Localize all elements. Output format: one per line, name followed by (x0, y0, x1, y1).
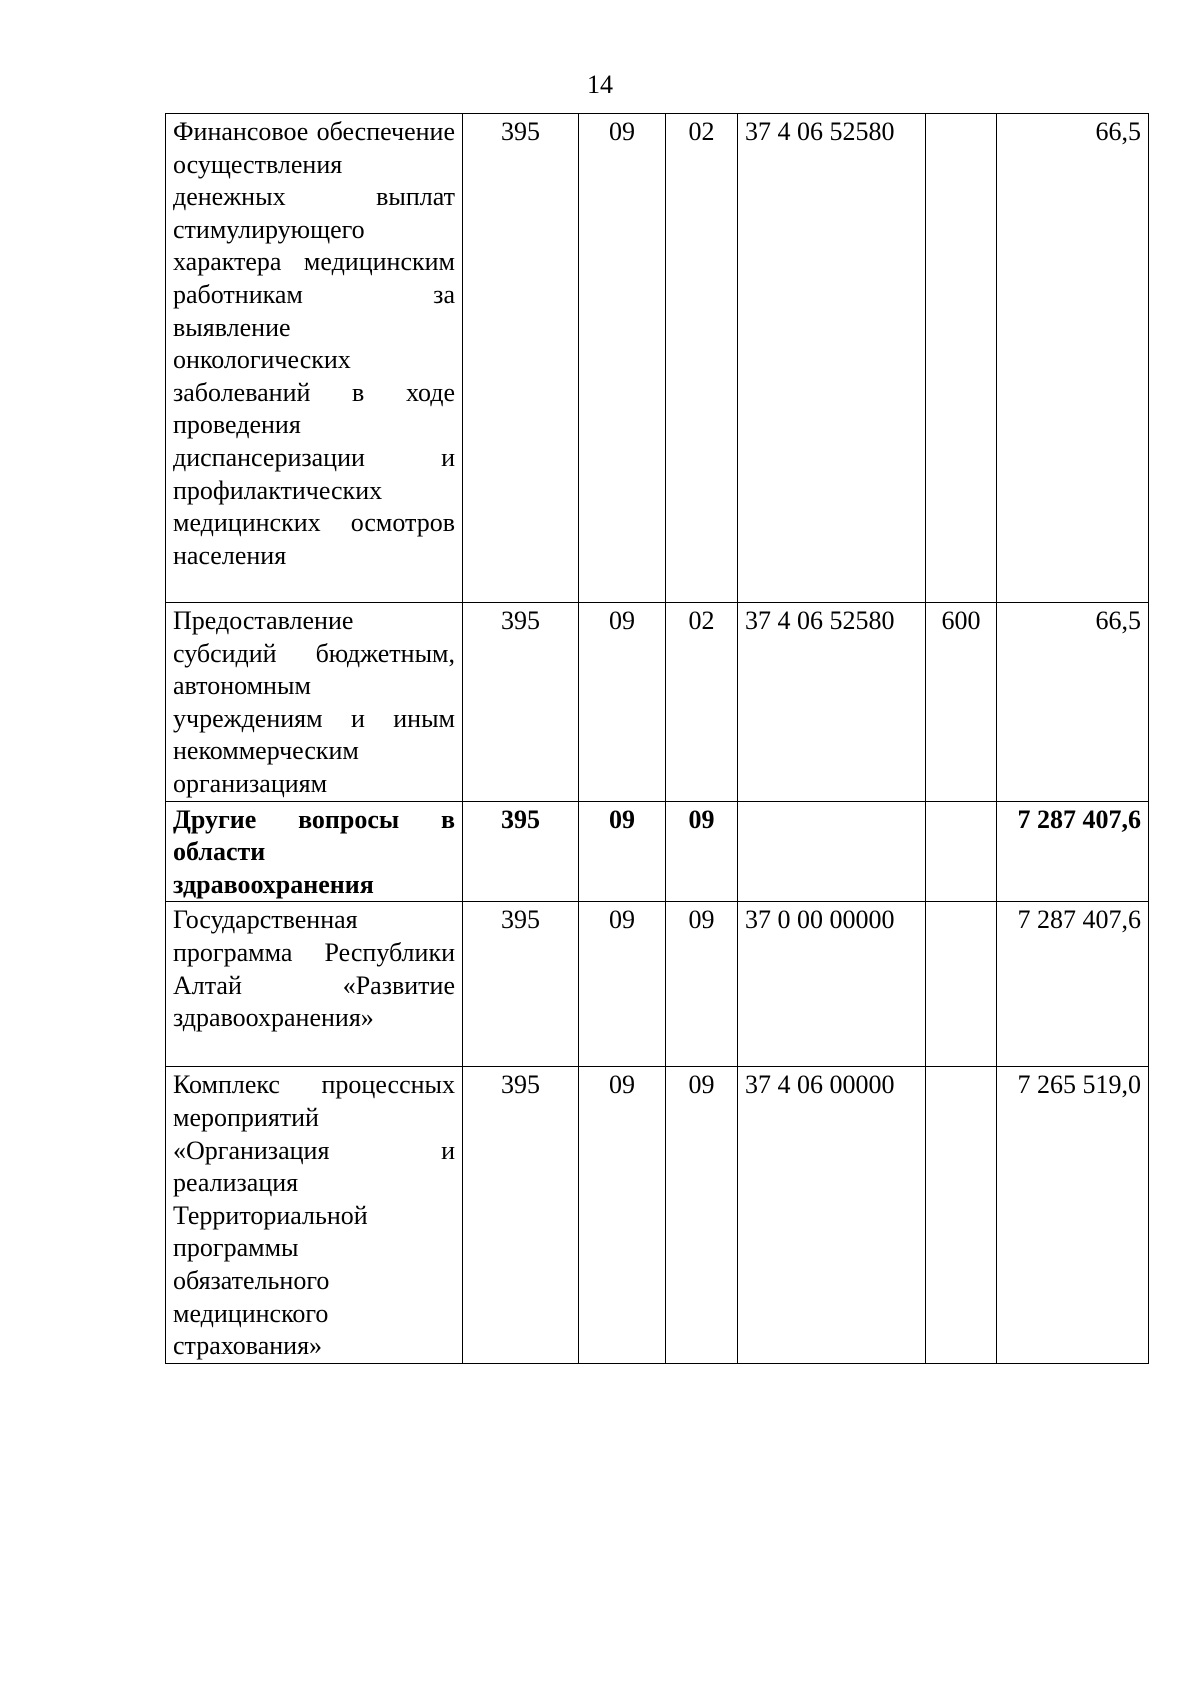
table-row (166, 902, 1149, 1067)
row-target (738, 801, 926, 902)
row-target: 37 4 06 00000 (738, 1067, 926, 1363)
row-amount: 7 265 519,0 (997, 1067, 1149, 1363)
row-target: 37 4 06 52580 (738, 114, 926, 603)
budget-table (165, 113, 1149, 1364)
row-section: 09 (579, 1067, 666, 1363)
row-ministry: 395 (463, 1067, 579, 1363)
row-target: 37 4 06 52580 (738, 603, 926, 802)
row-name: Другие вопросы в области здравоохранения (166, 801, 463, 902)
table-row (166, 114, 1149, 603)
row-ministry: 395 (463, 114, 579, 603)
row-subsection: 02 (666, 603, 738, 802)
row-name: Финансовое обеспечение осуществления денежных выплат стимулирующего характера медицинским работникам за выявление онкологических заболеваний в ходе проведения диспансеризации и профилактических медицинских осмотров населения (166, 114, 463, 603)
row-expense-type (926, 1067, 997, 1363)
table-row (166, 1067, 1149, 1363)
row-amount: 66,5 (997, 603, 1149, 802)
row-subsection: 09 (666, 801, 738, 902)
row-expense-type (926, 801, 997, 902)
row-expense-type (926, 114, 997, 603)
row-name: Комплекс процессных мероприятий «Организация и реализация Территориальной программы обязательного медицинского страхования» (166, 1067, 463, 1363)
row-ministry: 395 (463, 603, 579, 802)
row-ministry: 395 (463, 902, 579, 1067)
row-section: 09 (579, 902, 666, 1067)
row-ministry: 395 (463, 801, 579, 902)
row-subsection: 02 (666, 114, 738, 603)
row-amount: 7 287 407,6 (997, 902, 1149, 1067)
table-row (166, 603, 1149, 802)
row-name: Государственная программа Республики Алтай «Развитие здравоохранения» (166, 902, 463, 1067)
page-number: 14 (587, 70, 613, 99)
row-section: 09 (579, 114, 666, 603)
row-section: 09 (579, 801, 666, 902)
row-amount: 7 287 407,6 (997, 801, 1149, 902)
row-subsection: 09 (666, 1067, 738, 1363)
row-section: 09 (579, 603, 666, 802)
row-expense-type: 600 (926, 603, 997, 802)
table-row (166, 801, 1149, 902)
row-target: 37 0 00 00000 (738, 902, 926, 1067)
row-subsection: 09 (666, 902, 738, 1067)
row-name: Предоставление субсидий бюджетным, автономным учреждениям и иным некоммерческим организациям (166, 603, 463, 802)
row-expense-type (926, 902, 997, 1067)
row-amount: 66,5 (997, 114, 1149, 603)
